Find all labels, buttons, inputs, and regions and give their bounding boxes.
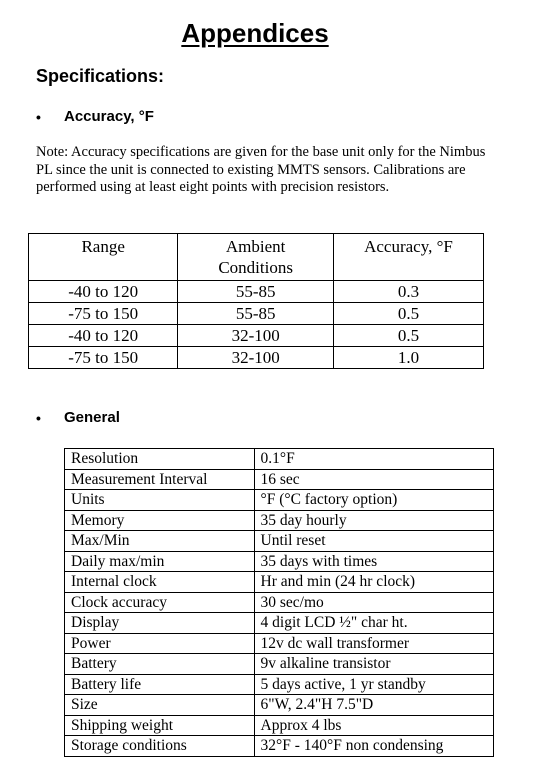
table-row [65,490,494,511]
general-heading: General [64,409,120,426]
accuracy-cell: 0.3 [333,281,483,303]
accuracy-bullet-item [36,108,154,125]
table-row [65,592,494,613]
accuracy-table [28,233,484,369]
accuracy-heading: Accuracy, °F [64,108,154,125]
spec-value-cell: Until reset [254,531,493,552]
spec-value-cell: Hr and min (24 hr clock) [254,572,493,593]
spec-label-cell: Resolution [65,449,255,470]
spec-value-cell: 32°F - 140°F non condensing [254,736,493,757]
spec-label-cell: Measurement Interval [65,469,255,490]
table-row [65,531,494,552]
accuracy-note: Note: Accuracy specifications are given for the base unit only for the Nimbus PL since the unit is connected to existing MMTS sensors. Calibrations are performed using at least eight points with precision resistors. [36,144,486,195]
spec-label-cell: Display [65,613,255,634]
table-row [65,449,494,470]
spec-value-cell: 12v dc wall transformer [254,633,493,654]
range-cell: -75 to 150 [29,347,178,369]
table-row [65,469,494,490]
ambient-conditions-cell: 55-85 [178,303,334,325]
spec-value-cell: 6"W, 2.4"H 7.5"D [254,695,493,716]
spec-value-cell: 9v alkaline transistor [254,654,493,675]
header-accuracy: Accuracy, °F [333,234,483,281]
spec-value-cell: °F (°C factory option) [254,490,493,511]
spec-label-cell: Power [65,633,255,654]
table-row [29,281,484,303]
spec-label-cell: Battery [65,654,255,675]
table-row [65,551,494,572]
spec-label-cell: Max/Min [65,531,255,552]
table-header-row [29,234,484,281]
bullet-icon: • [36,108,41,125]
spec-label-cell: Battery life [65,674,255,695]
spec-value-cell: 35 day hourly [254,510,493,531]
accuracy-cell: 0.5 [333,303,483,325]
accuracy-cell: 0.5 [333,325,483,347]
specifications-heading: Specifications: [36,66,165,86]
bullet-icon: • [36,409,41,426]
table-row [65,510,494,531]
table-row [29,325,484,347]
spec-value-cell: 4 digit LCD ½" char ht. [254,613,493,634]
header-range: Range [29,234,178,281]
table-row [29,303,484,325]
spec-value-cell: Approx 4 lbs [254,715,493,736]
general-specs-table [64,448,494,757]
spec-label-cell: Size [65,695,255,716]
ambient-conditions-cell: 55-85 [178,281,334,303]
spec-label-cell: Shipping weight [65,715,255,736]
ambient-conditions-cell: 32-100 [178,325,334,347]
table-row [65,633,494,654]
spec-value-cell: 5 days active, 1 yr standby [254,674,493,695]
spec-value-cell: 35 days with times [254,551,493,572]
table-row [65,572,494,593]
table-row [65,674,494,695]
spec-label-cell: Clock accuracy [65,592,255,613]
spec-value-cell: 16 sec [254,469,493,490]
spec-label-cell: Memory [65,510,255,531]
spec-value-cell: 30 sec/mo [254,592,493,613]
general-bullet-item [36,409,120,426]
table-row [65,613,494,634]
page-title: Appendices [181,18,329,48]
spec-value-cell: 0.1°F [254,449,493,470]
table-row [65,695,494,716]
accuracy-cell: 1.0 [333,347,483,369]
table-row [29,347,484,369]
accuracy-table-body [29,281,484,369]
table-row [65,654,494,675]
range-cell: -75 to 150 [29,303,178,325]
ambient-conditions-cell: 32-100 [178,347,334,369]
table-row [65,715,494,736]
spec-label-cell: Internal clock [65,572,255,593]
header-ambient-conditions: Ambient Conditions [178,234,334,281]
range-cell: -40 to 120 [29,281,178,303]
general-table-body [65,449,494,757]
spec-label-cell: Units [65,490,255,511]
range-cell: -40 to 120 [29,325,178,347]
table-row [65,736,494,757]
spec-label-cell: Storage conditions [65,736,255,757]
spec-label-cell: Daily max/min [65,551,255,572]
